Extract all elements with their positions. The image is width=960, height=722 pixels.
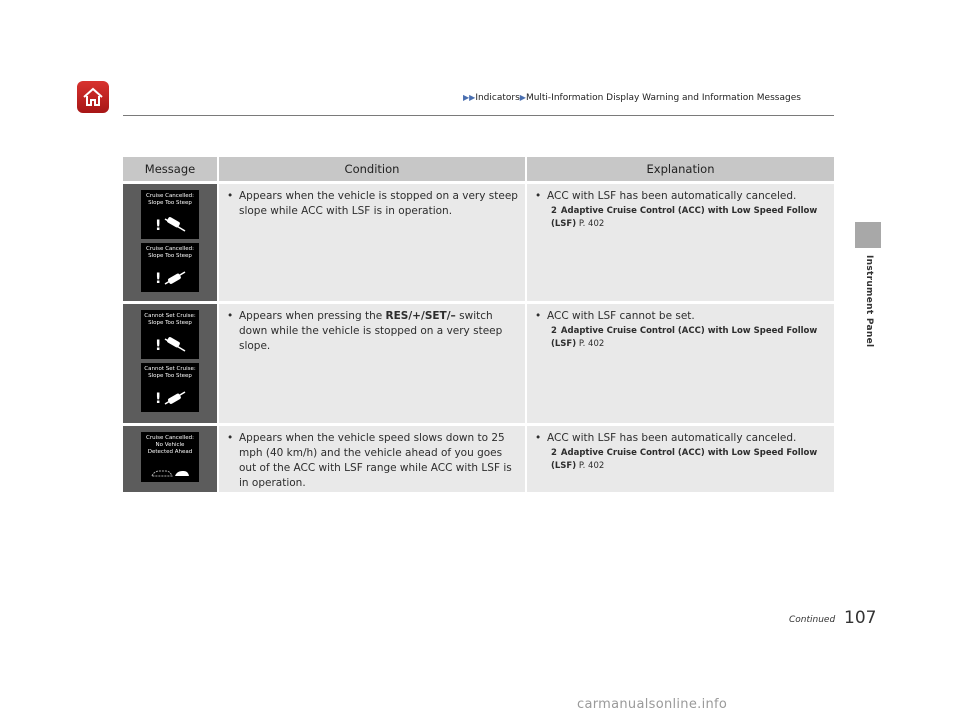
screen-text: Cruise Cancelled:: [145, 245, 194, 252]
message-image-cell: [123, 302, 218, 424]
screen-text: Slope Too Steep: [148, 372, 192, 379]
explanation-cell: [526, 424, 834, 492]
reference-title[interactable]: Adaptive Cruise Control (ACC) with Low Speed Follow (LSF): [551, 205, 818, 229]
svg-text:!: !: [155, 217, 162, 234]
bullet-icon: •: [227, 309, 234, 322]
warning-slope-icon: [153, 387, 187, 407]
continued-label: Continued: [789, 615, 836, 625]
bullet-icon: •: [227, 189, 234, 202]
reference-arrow-icon: 2: [551, 325, 557, 336]
bullet-icon: •: [227, 431, 234, 444]
breadcrumb: [463, 93, 801, 103]
section-tab[interactable]: [855, 222, 881, 248]
bullet-icon: •: [535, 309, 542, 322]
condition-text: Appears when the vehicle speed slows down to 25 mph (40 km/h) and the vehicle ahead of you goes out of the ACC with LSF range while ACC with LSF is in operation.: [239, 431, 512, 489]
screen-text: Cannot Set Cruise:: [144, 365, 196, 372]
reference-page[interactable]: P. 402: [578, 338, 605, 349]
cross-reference-link[interactable]: [551, 205, 828, 231]
display-screen: [141, 243, 199, 292]
svg-text:!: !: [155, 390, 162, 407]
breadcrumb-current[interactable]: Multi-Information Display Warning and Information Messages: [525, 93, 801, 103]
home-icon: [82, 87, 104, 107]
condition-cell: [218, 424, 526, 492]
screen-text: Cruise Cancelled:: [145, 434, 194, 441]
message-image-cell: [123, 424, 218, 492]
screen-text: Cruise Cancelled:: [145, 192, 194, 199]
breadcrumb-indicators-link[interactable]: Indicators: [475, 93, 520, 103]
header-message: Message: [123, 157, 218, 182]
screen-text: Slope Too Steep: [148, 319, 192, 326]
condition-text-part: switch down while the vehicle is stopped on a very steep slope.: [239, 309, 503, 352]
header-condition: Condition: [218, 157, 526, 182]
screen-text: Cannot Set Cruise:: [144, 312, 196, 319]
table-row: [123, 302, 834, 424]
bullet-icon: •: [535, 431, 542, 444]
cross-reference-link[interactable]: [551, 447, 828, 473]
bullet-icon: •: [535, 189, 542, 202]
screen-text: Slope Too Steep: [148, 252, 192, 259]
home-button[interactable]: [77, 81, 109, 113]
section-label: Instrument Panel: [864, 255, 874, 348]
switch-name: RES/+/SET/–: [385, 309, 456, 322]
screen-text: Detected Ahead: [147, 448, 193, 455]
display-screen: [141, 190, 199, 239]
message-image-cell: [123, 182, 218, 302]
display-screen: [141, 363, 199, 412]
condition-text-part: Appears when pressing the: [239, 309, 386, 322]
warning-slope-icon: [153, 334, 187, 354]
svg-text:!: !: [155, 337, 162, 354]
explanation-cell: [526, 182, 834, 302]
condition-text: [239, 309, 519, 354]
screen-text: No Vehicle: [155, 441, 185, 448]
reference-title[interactable]: Adaptive Cruise Control (ACC) with Low Speed Follow (LSF): [551, 325, 818, 349]
reference-page[interactable]: P. 402: [578, 218, 605, 229]
explanation-text: ACC with LSF has been automatically canceled.: [547, 431, 797, 444]
watermark: carmanualsonline.info: [577, 697, 728, 712]
svg-text:!: !: [155, 270, 162, 287]
table-row: [123, 424, 834, 492]
display-screen: [141, 310, 199, 359]
screen-text: Slope Too Steep: [148, 199, 192, 206]
warning-slope-icon: [153, 214, 187, 234]
condition-cell: [218, 302, 526, 424]
warning-slope-icon: [153, 267, 187, 287]
breadcrumb-separator-icon: ▶: [519, 93, 526, 102]
cross-reference-link[interactable]: [551, 325, 828, 351]
reference-page[interactable]: P. 402: [578, 460, 605, 471]
reference-arrow-icon: 2: [551, 205, 557, 216]
table-row: [123, 182, 834, 302]
display-screen: [141, 432, 199, 482]
explanation-cell: [526, 302, 834, 424]
breadcrumb-arrows-icon: ▶▶: [463, 93, 476, 102]
reference-arrow-icon: 2: [551, 447, 557, 458]
message-table: [123, 157, 834, 492]
condition-cell: [218, 182, 526, 302]
header-explanation: Explanation: [526, 157, 834, 182]
header-divider: [123, 115, 834, 116]
explanation-text: ACC with LSF has been automatically canceled.: [547, 189, 797, 202]
explanation-text: ACC with LSF cannot be set.: [547, 309, 695, 322]
reference-title[interactable]: Adaptive Cruise Control (ACC) with Low Speed Follow (LSF): [551, 447, 818, 471]
condition-text: Appears when the vehicle is stopped on a very steep slope while ACC with LSF is in operation.: [239, 189, 518, 217]
page-number: 107: [844, 608, 877, 628]
no-vehicle-ahead-icon: [150, 468, 190, 478]
